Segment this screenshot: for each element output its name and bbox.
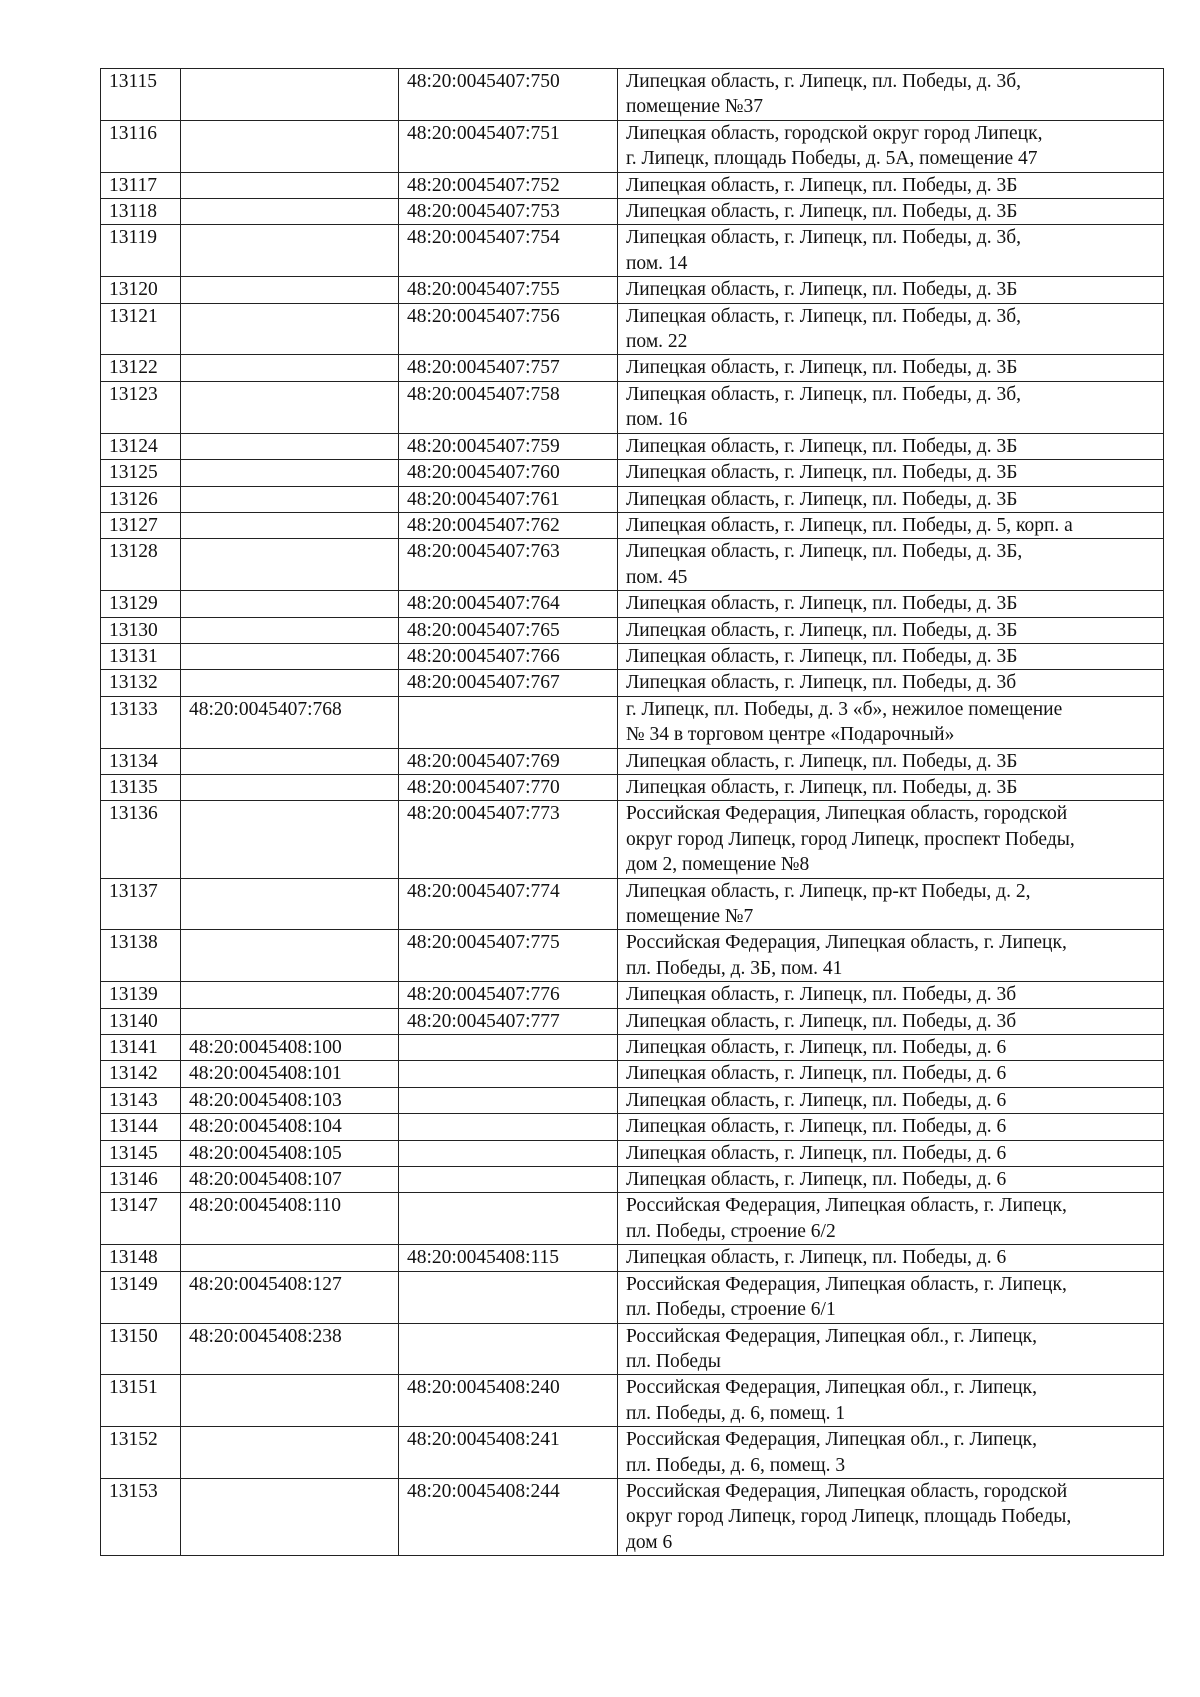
row-number-cell: 13144: [101, 1114, 181, 1140]
row-number-cell: 13129: [101, 591, 181, 617]
land-cadastral-number-cell: [181, 1375, 399, 1427]
address-cell: Липецкая область, г. Липецк, пл. Победы, д. 3Б: [618, 172, 1164, 198]
row-number-cell: 13152: [101, 1427, 181, 1479]
table-row: [101, 120, 1164, 172]
address-cell: Липецкая область, г. Липецк, пл. Победы, д. 3б, пом. 22: [618, 303, 1164, 355]
object-cadastral-number-cell: [399, 696, 618, 748]
table-row: [101, 696, 1164, 748]
address-cell: Липецкая область, г. Липецк, пл. Победы, д. 3б: [618, 670, 1164, 696]
address-cell: Липецкая область, г. Липецк, пл. Победы, д. 3б, пом. 14: [618, 225, 1164, 277]
row-number-cell: 13131: [101, 643, 181, 669]
table-row: [101, 1114, 1164, 1140]
address-cell: Российская Федерация, Липецкая область, г. Липецк, пл. Победы, строение 6/2: [618, 1193, 1164, 1245]
object-cadastral-number-cell: [399, 1087, 618, 1113]
land-cadastral-number-cell: 48:20:0045408:127: [181, 1271, 399, 1323]
object-cadastral-number-cell: 48:20:0045407:770: [399, 774, 618, 800]
table-row: [101, 878, 1164, 930]
object-cadastral-number-cell: 48:20:0045408:115: [399, 1245, 618, 1271]
land-cadastral-number-cell: [181, 670, 399, 696]
row-number-cell: 13136: [101, 801, 181, 878]
address-cell: Липецкая область, городской округ город Липецк, г. Липецк, площадь Победы, д. 5А, помещение 47: [618, 120, 1164, 172]
land-cadastral-number-cell: [181, 930, 399, 982]
row-number-cell: 13128: [101, 539, 181, 591]
object-cadastral-number-cell: [399, 1323, 618, 1375]
object-cadastral-number-cell: 48:20:0045407:758: [399, 381, 618, 433]
address-cell: Липецкая область, г. Липецк, пл. Победы, д. 6: [618, 1087, 1164, 1113]
table-row: [101, 1271, 1164, 1323]
table-row: [101, 303, 1164, 355]
land-cadastral-number-cell: [181, 486, 399, 512]
table-row: [101, 69, 1164, 121]
land-cadastral-number-cell: 48:20:0045408:105: [181, 1140, 399, 1166]
address-cell: Липецкая область, г. Липецк, пл. Победы, д. 6: [618, 1140, 1164, 1166]
table-row: [101, 539, 1164, 591]
object-cadastral-number-cell: 48:20:0045407:760: [399, 460, 618, 486]
land-cadastral-number-cell: [181, 433, 399, 459]
land-cadastral-number-cell: [181, 199, 399, 225]
table-row: [101, 225, 1164, 277]
land-cadastral-number-cell: 48:20:0045408:100: [181, 1035, 399, 1061]
row-number-cell: 13125: [101, 460, 181, 486]
table-row: [101, 591, 1164, 617]
row-number-cell: 13140: [101, 1008, 181, 1034]
address-cell: Липецкая область, г. Липецк, пл. Победы, д. 3б, пом. 16: [618, 381, 1164, 433]
address-cell: Липецкая область, г. Липецк, пл. Победы, д. 3Б: [618, 643, 1164, 669]
row-number-cell: 13118: [101, 199, 181, 225]
address-cell: г. Липецк, пл. Победы, д. 3 «б», нежилое помещение № 34 в торговом центре «Подарочный»: [618, 696, 1164, 748]
row-number-cell: 13123: [101, 381, 181, 433]
row-number-cell: 13120: [101, 277, 181, 303]
row-number-cell: 13145: [101, 1140, 181, 1166]
row-number-cell: 13149: [101, 1271, 181, 1323]
row-number-cell: 13127: [101, 512, 181, 538]
table-row: [101, 1323, 1164, 1375]
land-cadastral-number-cell: 48:20:0045408:104: [181, 1114, 399, 1140]
row-number-cell: 13135: [101, 774, 181, 800]
land-cadastral-number-cell: [181, 591, 399, 617]
land-cadastral-number-cell: [181, 774, 399, 800]
row-number-cell: 13122: [101, 355, 181, 381]
table-row: [101, 277, 1164, 303]
land-cadastral-number-cell: [181, 643, 399, 669]
row-number-cell: 13139: [101, 982, 181, 1008]
land-cadastral-number-cell: [181, 355, 399, 381]
object-cadastral-number-cell: [399, 1035, 618, 1061]
address-cell: Липецкая область, г. Липецк, пл. Победы, д. 6: [618, 1245, 1164, 1271]
object-cadastral-number-cell: 48:20:0045408:241: [399, 1427, 618, 1479]
object-cadastral-number-cell: [399, 1140, 618, 1166]
object-cadastral-number-cell: 48:20:0045407:752: [399, 172, 618, 198]
address-cell: Липецкая область, г. Липецк, пл. Победы, д. 6: [618, 1035, 1164, 1061]
object-cadastral-number-cell: 48:20:0045407:764: [399, 591, 618, 617]
land-cadastral-number-cell: [181, 748, 399, 774]
row-number-cell: 13151: [101, 1375, 181, 1427]
address-cell: Российская Федерация, Липецкая область, г. Липецк, пл. Победы, д. 3Б, пом. 41: [618, 930, 1164, 982]
land-cadastral-number-cell: [181, 303, 399, 355]
object-cadastral-number-cell: 48:20:0045407:775: [399, 930, 618, 982]
table-row: [101, 381, 1164, 433]
land-cadastral-number-cell: [181, 69, 399, 121]
address-cell: Российская Федерация, Липецкая область, городской округ город Липецк, город Липецк, площадь Победы, дом 6: [618, 1478, 1164, 1555]
address-cell: Липецкая область, г. Липецк, пл. Победы, д. 3Б: [618, 277, 1164, 303]
table-row: [101, 486, 1164, 512]
table-row: [101, 1035, 1164, 1061]
address-cell: Липецкая область, г. Липецк, пл. Победы, д. 3Б: [618, 591, 1164, 617]
table-row: [101, 1061, 1164, 1087]
table-row: [101, 1008, 1164, 1034]
object-cadastral-number-cell: 48:20:0045407:767: [399, 670, 618, 696]
address-cell: Российская Федерация, Липецкая обл., г. Липецк, пл. Победы, д. 6, помещ. 3: [618, 1427, 1164, 1479]
registry-table-body: [101, 69, 1164, 1556]
address-cell: Липецкая область, г. Липецк, пл. Победы, д. 3Б: [618, 460, 1164, 486]
row-number-cell: 13138: [101, 930, 181, 982]
address-cell: Российская Федерация, Липецкая область, г. Липецк, пл. Победы, строение 6/1: [618, 1271, 1164, 1323]
table-row: [101, 801, 1164, 878]
land-cadastral-number-cell: 48:20:0045408:238: [181, 1323, 399, 1375]
row-number-cell: 13121: [101, 303, 181, 355]
row-number-cell: 13117: [101, 172, 181, 198]
table-row: [101, 355, 1164, 381]
address-cell: Липецкая область, г. Липецк, пл. Победы, д. 6: [618, 1061, 1164, 1087]
address-cell: Российская Федерация, Липецкая область, городской округ город Липецк, город Липецк, проспект Победы, дом 2, помещение №8: [618, 801, 1164, 878]
land-cadastral-number-cell: [181, 225, 399, 277]
object-cadastral-number-cell: [399, 1167, 618, 1193]
land-cadastral-number-cell: [181, 1427, 399, 1479]
row-number-cell: 13142: [101, 1061, 181, 1087]
object-cadastral-number-cell: 48:20:0045407:755: [399, 277, 618, 303]
table-row: [101, 460, 1164, 486]
table-row: [101, 172, 1164, 198]
object-cadastral-number-cell: 48:20:0045407:757: [399, 355, 618, 381]
address-cell: Липецкая область, г. Липецк, пл. Победы, д. 3Б: [618, 355, 1164, 381]
table-row: [101, 199, 1164, 225]
address-cell: Российская Федерация, Липецкая обл., г. Липецк, пл. Победы, д. 6, помещ. 1: [618, 1375, 1164, 1427]
object-cadastral-number-cell: 48:20:0045407:774: [399, 878, 618, 930]
table-row: [101, 1375, 1164, 1427]
table-row: [101, 1193, 1164, 1245]
table-row: [101, 1478, 1164, 1555]
land-cadastral-number-cell: 48:20:0045408:110: [181, 1193, 399, 1245]
object-cadastral-number-cell: 48:20:0045407:753: [399, 199, 618, 225]
table-row: [101, 982, 1164, 1008]
land-cadastral-number-cell: 48:20:0045407:768: [181, 696, 399, 748]
address-cell: Липецкая область, г. Липецк, пр-кт Победы, д. 2, помещение №7: [618, 878, 1164, 930]
row-number-cell: 13133: [101, 696, 181, 748]
land-cadastral-number-cell: [181, 1478, 399, 1555]
land-cadastral-number-cell: [181, 1245, 399, 1271]
object-cadastral-number-cell: 48:20:0045407:762: [399, 512, 618, 538]
address-cell: Липецкая область, г. Липецк, пл. Победы, д. 3б, помещение №37: [618, 69, 1164, 121]
land-cadastral-number-cell: [181, 617, 399, 643]
object-cadastral-number-cell: 48:20:0045407:773: [399, 801, 618, 878]
address-cell: Липецкая область, г. Липецк, пл. Победы, д. 3Б: [618, 748, 1164, 774]
land-cadastral-number-cell: [181, 512, 399, 538]
table-row: [101, 433, 1164, 459]
object-cadastral-number-cell: 48:20:0045407:751: [399, 120, 618, 172]
row-number-cell: 13153: [101, 1478, 181, 1555]
land-cadastral-number-cell: [181, 460, 399, 486]
object-cadastral-number-cell: [399, 1193, 618, 1245]
address-cell: Липецкая область, г. Липецк, пл. Победы, д. 5, корп. а: [618, 512, 1164, 538]
row-number-cell: 13134: [101, 748, 181, 774]
row-number-cell: 13147: [101, 1193, 181, 1245]
object-cadastral-number-cell: 48:20:0045407:777: [399, 1008, 618, 1034]
land-cadastral-number-cell: 48:20:0045408:107: [181, 1167, 399, 1193]
object-cadastral-number-cell: 48:20:0045407:765: [399, 617, 618, 643]
address-cell: Липецкая область, г. Липецк, пл. Победы, д. 6: [618, 1167, 1164, 1193]
address-cell: Липецкая область, г. Липецк, пл. Победы, д. 3б: [618, 1008, 1164, 1034]
object-cadastral-number-cell: [399, 1271, 618, 1323]
table-row: [101, 1167, 1164, 1193]
table-row: [101, 1140, 1164, 1166]
table-row: [101, 748, 1164, 774]
object-cadastral-number-cell: [399, 1061, 618, 1087]
object-cadastral-number-cell: [399, 1114, 618, 1140]
land-cadastral-number-cell: 48:20:0045408:103: [181, 1087, 399, 1113]
address-cell: Липецкая область, г. Липецк, пл. Победы, д. 3Б: [618, 617, 1164, 643]
land-cadastral-number-cell: [181, 801, 399, 878]
address-cell: Липецкая область, г. Липецк, пл. Победы, д. 3Б: [618, 486, 1164, 512]
object-cadastral-number-cell: 48:20:0045407:769: [399, 748, 618, 774]
object-cadastral-number-cell: 48:20:0045407:750: [399, 69, 618, 121]
address-cell: Липецкая область, г. Липецк, пл. Победы, д. 3Б, пом. 45: [618, 539, 1164, 591]
table-row: [101, 1245, 1164, 1271]
table-row: [101, 617, 1164, 643]
object-cadastral-number-cell: 48:20:0045407:766: [399, 643, 618, 669]
table-row: [101, 670, 1164, 696]
table-row: [101, 774, 1164, 800]
object-cadastral-number-cell: 48:20:0045408:244: [399, 1478, 618, 1555]
object-cadastral-number-cell: 48:20:0045407:763: [399, 539, 618, 591]
row-number-cell: 13116: [101, 120, 181, 172]
row-number-cell: 13141: [101, 1035, 181, 1061]
table-row: [101, 1427, 1164, 1479]
table-row: [101, 930, 1164, 982]
object-cadastral-number-cell: 48:20:0045407:776: [399, 982, 618, 1008]
row-number-cell: 13148: [101, 1245, 181, 1271]
land-cadastral-number-cell: [181, 878, 399, 930]
row-number-cell: 13115: [101, 69, 181, 121]
table-row: [101, 643, 1164, 669]
object-cadastral-number-cell: 48:20:0045407:754: [399, 225, 618, 277]
address-cell: Липецкая область, г. Липецк, пл. Победы, д. 3Б: [618, 199, 1164, 225]
object-cadastral-number-cell: 48:20:0045407:756: [399, 303, 618, 355]
land-cadastral-number-cell: 48:20:0045408:101: [181, 1061, 399, 1087]
row-number-cell: 13126: [101, 486, 181, 512]
land-cadastral-number-cell: [181, 539, 399, 591]
row-number-cell: 13143: [101, 1087, 181, 1113]
row-number-cell: 13137: [101, 878, 181, 930]
address-cell: Липецкая область, г. Липецк, пл. Победы, д. 3б: [618, 982, 1164, 1008]
row-number-cell: 13130: [101, 617, 181, 643]
table-row: [101, 1087, 1164, 1113]
registry-table: [100, 68, 1164, 1556]
row-number-cell: 13132: [101, 670, 181, 696]
row-number-cell: 13146: [101, 1167, 181, 1193]
object-cadastral-number-cell: 48:20:0045408:240: [399, 1375, 618, 1427]
address-cell: Липецкая область, г. Липецк, пл. Победы, д. 3Б: [618, 433, 1164, 459]
land-cadastral-number-cell: [181, 1008, 399, 1034]
address-cell: Липецкая область, г. Липецк, пл. Победы, д. 6: [618, 1114, 1164, 1140]
land-cadastral-number-cell: [181, 277, 399, 303]
land-cadastral-number-cell: [181, 982, 399, 1008]
row-number-cell: 13150: [101, 1323, 181, 1375]
land-cadastral-number-cell: [181, 172, 399, 198]
address-cell: Российская Федерация, Липецкая обл., г. Липецк, пл. Победы: [618, 1323, 1164, 1375]
row-number-cell: 13119: [101, 225, 181, 277]
table-row: [101, 512, 1164, 538]
address-cell: Липецкая область, г. Липецк, пл. Победы, д. 3Б: [618, 774, 1164, 800]
object-cadastral-number-cell: 48:20:0045407:759: [399, 433, 618, 459]
land-cadastral-number-cell: [181, 381, 399, 433]
land-cadastral-number-cell: [181, 120, 399, 172]
object-cadastral-number-cell: 48:20:0045407:761: [399, 486, 618, 512]
row-number-cell: 13124: [101, 433, 181, 459]
